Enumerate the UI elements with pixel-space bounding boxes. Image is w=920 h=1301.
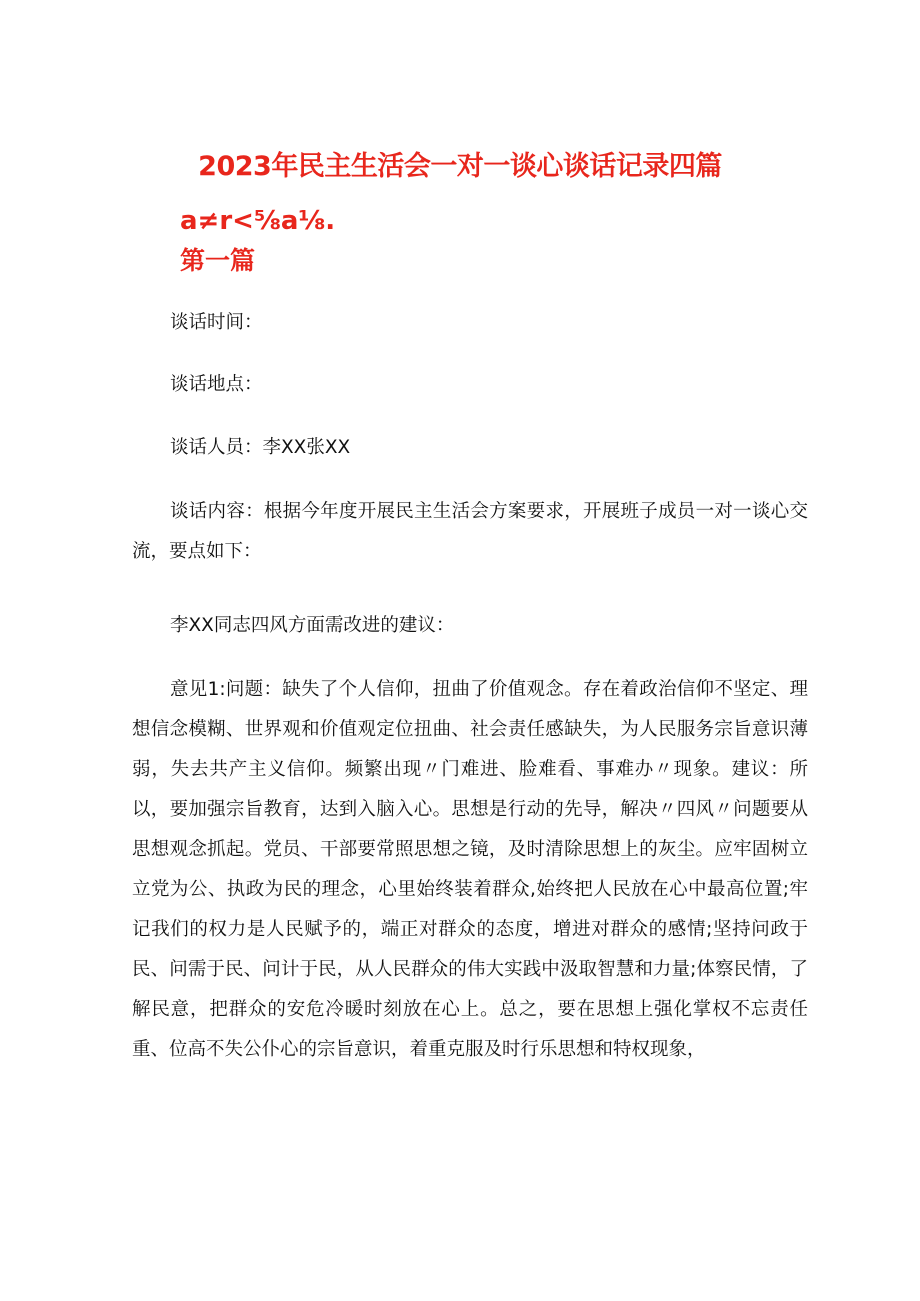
document-title: 2023年民主生活会一对一谈心谈话记录四篇 [198,151,722,182]
paragraph-opinion-1: 意见1:问题：缺失了个人信仰，扭曲了价值观念。存在着政治信仰不坚定、理想信念模糊、世界观和价值观定位扭曲、社会责任感缺失，为人民服务宗旨意识薄弱，失去共产主义信仰。频繁出现〃门难进、脸难看、事难办〃现象。建议：所以，要加强宗旨教育，达到入脑入心。思想是行动的先导，解决〃四风〃问题要从思想观念抓起。党员、干部要常照思想之镜，及时清除思想上的灰尘。应牢固树立立党为公、执政为民的理念，心里始终装着群众,始终把人民放在心中最高位置;牢记我们的权力是人民赋予的，端正对群众的态度，增进对群众的感情;坚持问政于民、问需于民、问计于民，从人民群众的伟大实践中汲取智慧和力量;体察民情，了解民意，把群众的安危冷暖时刻放在心上。总之，要在思想上强化掌权不忘责任重、位高不失公仆心的宗旨意识，着重克服及时行乐思想和特权现象， [132,679,808,1060]
field-place: 谈话地点： [170,374,263,395]
field-participants: 谈话人员：李XX张XX [170,437,351,458]
paragraph-suggestions-heading: 李XX同志四风方面需改进的建议： [170,615,455,636]
garbled-line: a≠r<⅝a⅛. [180,206,336,236]
section-heading: 第一篇 [180,246,256,275]
paragraph-content: 谈话内容：根据今年度开展民主生活会方案要求，开展班子成员一对一谈心交流，要点如下： [132,501,808,562]
field-time: 谈话时间： [170,312,263,333]
